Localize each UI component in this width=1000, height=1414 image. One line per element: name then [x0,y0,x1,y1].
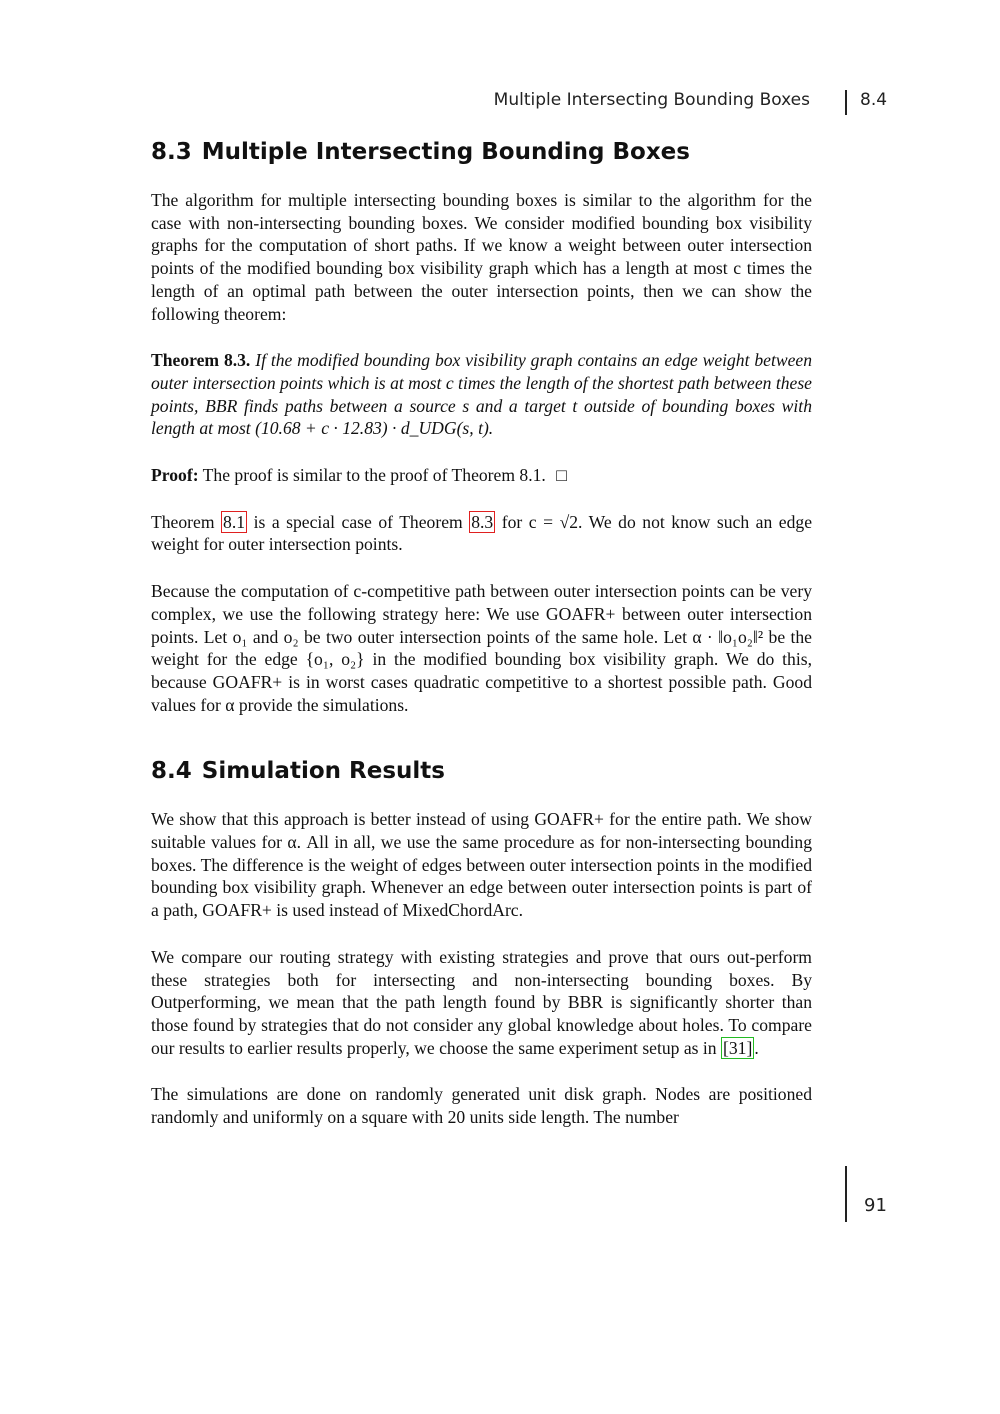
theorem [151,349,812,440]
running-header-title: Multiple Intersecting Bounding Boxes [493,90,810,110]
section-number: 8.3 [151,139,192,165]
citation-link[interactable]: [31] [723,1037,753,1058]
theorem-statement: If the modified bounding box visibility graph contains an edge weight between outer intersection points which is at most c times the length of the shortest path between these points, BBR finds paths between a source s and a target t outside of bounding boxes with length at most (10.68 + c · 12.83) · d_UDG(s, t). [151,350,813,439]
text-fragment: . [754,1037,759,1058]
theorem-reference-link[interactable]: 8.1 [223,511,246,532]
text-fragment: for c = √2. We do not know such an edge weight for outer intersection points. [151,511,813,555]
text-fragment: Theorem [151,511,215,532]
proof-label: Proof: [151,465,199,486]
header-divider [845,90,847,115]
qed-symbol: □ [556,465,567,486]
paragraph: The simulations are done on randomly generated unit disk graph. Nodes are positioned randomly and uniformly on a square with 20 units side length. The number [151,1084,812,1128]
section-number: 8.4 [151,758,192,785]
footer-divider [845,1166,847,1222]
paragraph: The algorithm for multiple intersecting bounding boxes is similar to the algorithm for the case with non-intersecting bounding boxes. We consider modified bounding box visibility graphs for the computation of short paths. If we know a weight between outer intersection points of the modified bounding box visibility graph which has a length at most c times the length of an optimal path between the outer intersection points, then we can show the following theorem: [151,190,812,324]
paragraph: Because the computation of c-competitive path between outer intersection points can be very complex, we use the following strategy here: We use GOAFR+ between outer intersection points. Let o₁ and o₂ be two outer intersection points of the same hole. Let α · ‖o₁o₂‖² be the weight for the edge {o₁, o₂} in the modified bounding box visibility graph. We do this, because GOAFR+ is in worst cases quadratic competitive to a shortest possible path. Good values for α provide the simulations. [151,581,812,715]
section-heading-8-4 [151,754,812,788]
paragraph [151,946,812,1060]
text-fragment: We compare our routing strategy with existing strategies and prove that ours out-perform these strategies both for intersecting and non-intersecting bounding boxes. By Outperforming, we mean that the path length found by BBR is significantly shorter than those found by strategies that do not consider any global knowledge about holes. To compare our results to earlier results properly, we choose the same experiment setup as in [151,946,812,1058]
section-title: Simulation Results [201,758,445,785]
proof [151,464,812,487]
page-number: 91 [864,1195,887,1216]
section-title: Multiple Intersecting Bounding Boxes [201,139,690,165]
theorem-label: Theorem 8.3. [151,350,251,371]
proof-text: The proof is similar to the proof of Theorem 8.1. [202,465,546,486]
paragraph: We show that this approach is better instead of using GOAFR+ for the entire path. We show suitable values for α. All in all, we use the same procedure as for non-intersecting bounding boxes. The difference is the weight of edges between outer intersection points in the modified bounding box visibility graph. Whenever an edge between outer intersection points is part of a path, GOAFR+ is used instead of MixedChordArc. [151,809,812,921]
paragraph [151,511,812,556]
running-header-section: 8.4 [860,90,888,110]
section-heading-8-3 [151,135,812,169]
text-fragment: is a special case of Theorem [253,511,463,532]
page-body [151,135,812,1153]
theorem-reference-link[interactable]: 8.3 [471,511,494,532]
